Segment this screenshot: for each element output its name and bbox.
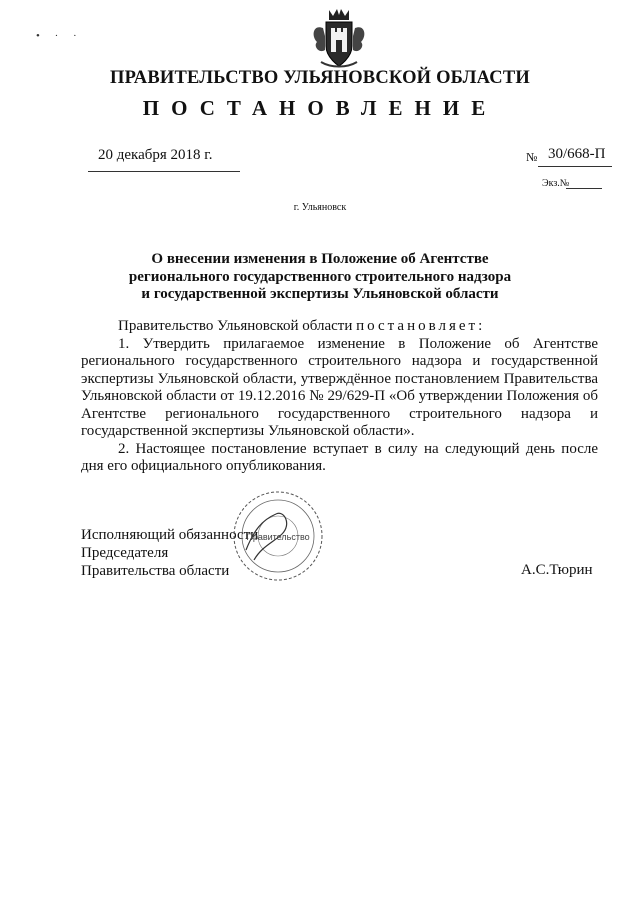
title-line: регионального государственного строительного надзора: [128, 268, 512, 285]
coat-of-arms-icon: [309, 6, 369, 72]
date-underline: [88, 171, 240, 172]
number-sign: №: [526, 150, 538, 164]
scan-marks: • · ·: [36, 30, 83, 42]
preamble-lead: Правительство Ульяновской области: [118, 318, 353, 334]
document-date: 20 декабря 2018 г.: [98, 147, 213, 163]
seal-text: Правительство: [246, 532, 310, 542]
position-line: Правительства области: [81, 563, 230, 579]
preamble-verb: постановляет:: [356, 318, 486, 334]
document-number: 30/668-П: [548, 146, 606, 162]
signer-name: А.С.Тюрин: [521, 562, 593, 578]
paragraph-1: 1. Утвердить прилагаемое изменение в Положение об Агентстве регионального государственного строительного надзора и государственной экспертизы Ульяновской области, утверждённое постановлением Правительства Ульяновской области от 19.12.2016 № 29/629-П «Об утверждении Положения об Агентстве регионального государственного строительного надзора и государственной экспертизы Ульяновской области».: [81, 335, 598, 439]
title-line: О внесении изменения в Положение об Агентстве: [151, 251, 489, 267]
title-line: и государственной экспертизы Ульяновской области: [141, 286, 499, 302]
preamble: [81, 318, 598, 336]
government-name: ПРАВИТЕЛЬСТВО УЛЬЯНОВСКОЙ ОБЛАСТИ: [110, 68, 530, 88]
copy-number-underline: [566, 188, 602, 189]
position-line: Председателя: [81, 545, 169, 561]
position-line: Исполняющий обязанности: [81, 527, 259, 543]
paragraph-2: 2. Настоящее постановление вступает в силу на следующий день после дня его официального опубликования.: [81, 440, 598, 474]
copy-number-label: Экз.№: [542, 178, 570, 189]
document-title: [0, 251, 640, 304]
number-underline: [538, 166, 612, 167]
seal-stamp-icon: [232, 490, 324, 582]
document-type: ПОСТАНОВЛЕНИЕ: [142, 96, 498, 120]
city: г. Ульяновск: [293, 202, 347, 213]
document-body: [81, 318, 598, 476]
